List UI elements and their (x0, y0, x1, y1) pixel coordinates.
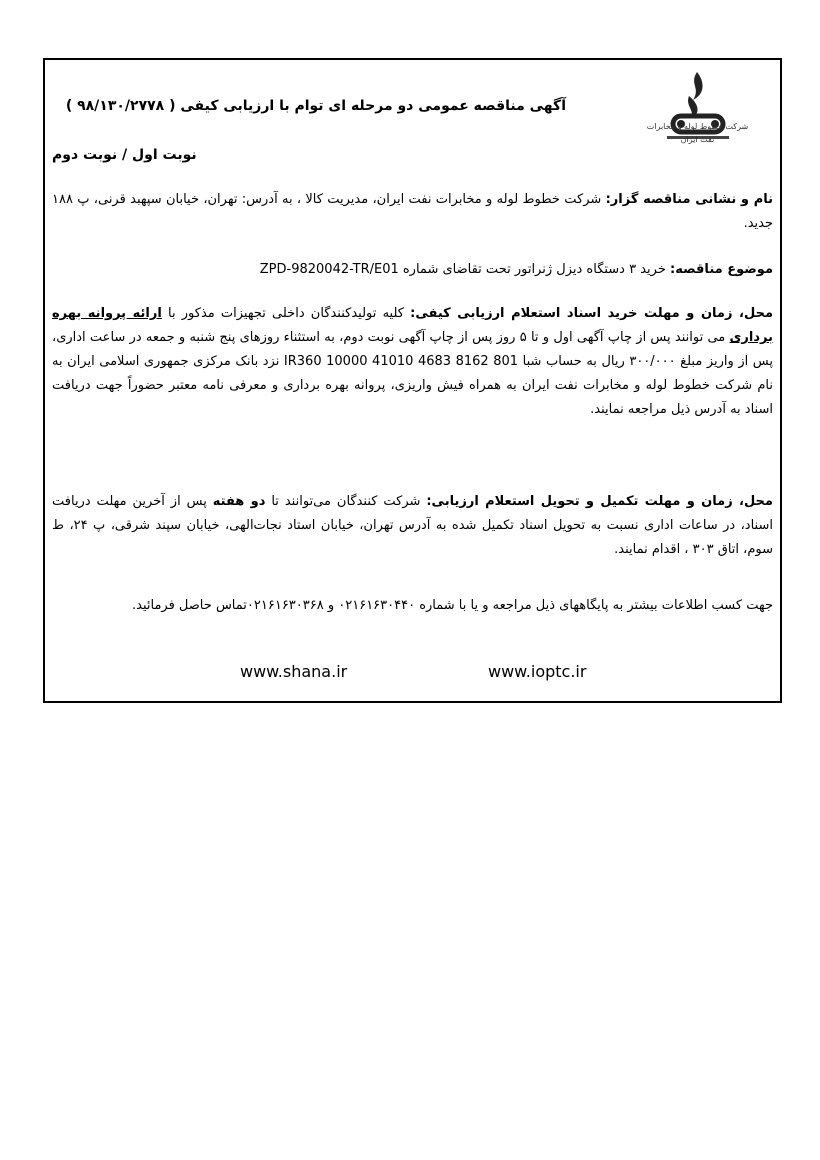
purchase-text-2: می توانند پس از چاپ آگهی اول و تا ۵ روز پس از چاپ آگهی نوبت دوم، به استثناء روزهای پنج شنبه و جمعه در ساعت اداری، پس از واریز مبلغ ۳۰۰/۰۰۰ ریال به حساب شبا (52, 330, 773, 369)
delivery-text-1: شرکت کنندگان می‌توانند تا (271, 494, 421, 509)
purchase-text-1: کلیه تولیدکنندگان داخلی تجهیزات مذکور با (168, 306, 404, 321)
delivery-text-2: پس از آخرین مهلت دریافت اسناد، در ساعات اداری نسبت به تحویل اسناد تکمیل شده به آدرس تهران، خیابان استاد نجات‌الهی، خیابان سپند شرقی، پ ۲۴، ط سوم، اتاق ۳۰۳ ، اقدام نمایند. (52, 494, 773, 557)
purchase-text-3: نزد بانک مرکزی جمهوری اسلامی ایران به نام شرکت خطوط لوله و مخابرات نفت ایران به همراه فیش واریزی، پروانه بهره برداری و معرفی نامه معتبر حضوراً جهت دریافت اسناد به آدرس ذیل مراجعه نمایند. (52, 354, 773, 417)
shana-link[interactable]: www.shana.ir (240, 662, 348, 681)
tenderer-paragraph (52, 188, 773, 236)
subject-text: خرید ۳ دستگاه دیزل ژنراتور تحت تقاضای شماره (402, 262, 666, 277)
tenderer-label: نام و نشانی مناقصه گزار: (605, 192, 773, 207)
publication-round: نوبت اول / نوبت دوم (52, 147, 197, 163)
subject-paragraph (52, 258, 773, 282)
logo-caption: شرکت خطوط لوله و مخابرات نفت ایران (646, 122, 749, 144)
delivery-label: محل، زمان و مهلت تکمیل و تحویل استعلام ارزیابی: (426, 494, 773, 509)
tenderer-text: شرکت خطوط لوله و مخابرات نفت ایران، مدیریت کالا ، به آدرس: تهران، خیابان سپهبد قرنی، پ ۱۸۸ جدید. (52, 192, 773, 231)
delivery-deadline: دو هفته (212, 494, 266, 509)
subject-label: موضوع مناقصه: (670, 262, 773, 277)
contact-paragraph (52, 594, 773, 618)
license-requirement: ارائه پروانه بهره برداری (52, 306, 774, 345)
nioc-flame-logo-icon (645, 66, 750, 166)
contact-text: جهت کسب اطلاعات بیشتر به پایگاههای ذیل مراجعه و یا با شماره ۰۲۱۶۱۶۳۰۴۴۰ و ۰۲۱۶۱۶۳۰۳۶۸تماس حاصل فرمائید. (131, 598, 773, 613)
ioptc-link[interactable]: www.ioptc.ir (488, 662, 587, 681)
sheba-number: IR360 10000 41010 4683 8162 801 (283, 354, 519, 369)
purchase-paragraph (52, 302, 773, 422)
notice-title: آگهی مناقصه عمومی دو مرحله ای توام با ارزیابی کیفی ( ۹۸/۱۳۰/۲۷۷۸ ) (65, 98, 566, 114)
delivery-paragraph (52, 490, 773, 562)
purchase-label: محل، زمان و مهلت خرید اسناد استعلام ارزیابی کیفی: (410, 306, 773, 321)
request-code: ZPD-9820042-TR/E01 (259, 262, 399, 277)
